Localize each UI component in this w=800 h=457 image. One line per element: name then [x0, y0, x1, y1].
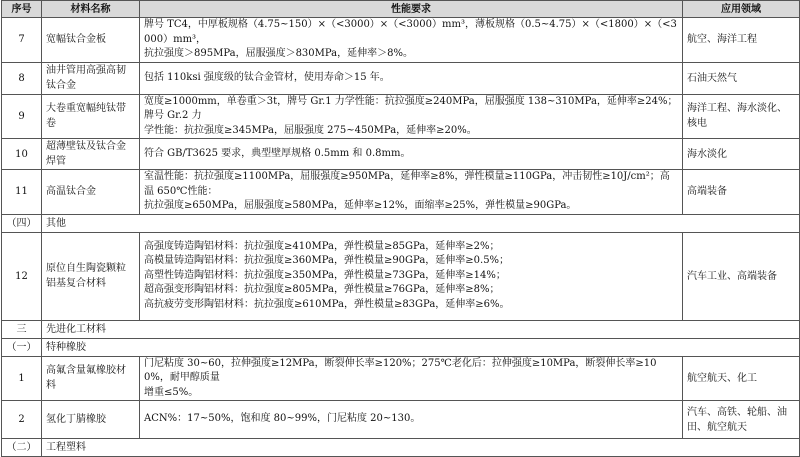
req-line: 抗拉强度＞895MPa，屈服强度＞830MPa，延伸率＞8%。 [144, 48, 413, 59]
table-row [2, 232, 800, 320]
header-row [2, 1, 800, 18]
row-app: 海水淡化 [683, 139, 800, 170]
table-row [2, 139, 800, 170]
section-title: 其他 [42, 214, 800, 232]
table-row [2, 62, 800, 94]
materials-table [1, 0, 800, 457]
req-line: 学性能：抗拉强度≥345MPa，屈服强度 275~450MPa，延伸率≥20%。 [144, 124, 477, 136]
req-line: 室温性能：抗拉强度≥1100MPa，屈服强度≥950MPa，延伸率≥8%，弹性模量≥110GPa，冲击韧性≥10J/cm²；高温 650℃性能： [144, 171, 670, 197]
row-req [140, 62, 683, 94]
req-line: 牌号 TC4，中厚板规格（4.75~150）×（<3000）×（<3000）mm³，薄板规格（0.5~4.75）×（<1800）×（<3000）mm³， [144, 19, 677, 45]
row-app: 航空、海洋工程 [683, 18, 800, 63]
section-row [2, 214, 800, 232]
row-name: 高温钛合金 [42, 170, 140, 215]
section-no: （一） [2, 338, 42, 356]
table-row [2, 356, 800, 401]
req-line: ACN%：17~50%，饱和度 80~99%，门尼粘度 20~130。 [144, 413, 421, 425]
row-name: 油井管用高强高韧钛合金 [42, 62, 140, 94]
row-name: 氢化丁腈橡胶 [42, 401, 140, 439]
row-app: 汽车工业、高端装备 [683, 232, 800, 320]
row-req [140, 356, 683, 401]
section-row [2, 338, 800, 356]
req-line: 宽度≥1000mm，单卷重＞3t，牌号 Gr.1 力学性能：抗拉强度≥240MPa，屈服强度 138~310MPa，延伸率≥24%；牌号 Gr.2 力 [144, 95, 678, 121]
header-no: 序号 [2, 1, 42, 18]
row-no: 12 [2, 232, 42, 320]
req-line: 高模量铸造陶铝材料：抗拉强度≥360MPa，弹性模量≥90GPa，延伸率≥0.5%； [144, 255, 510, 267]
row-name: 宽幅钛合金板 [42, 18, 140, 63]
row-no: 8 [2, 62, 42, 94]
req-line: 高抗疲劳变形陶铝材料：抗拉强度≥610MPa，弹性模量≥83GPa，延伸率≥6%。 [144, 298, 510, 310]
header-name: 材料名称 [42, 1, 140, 18]
req-line: 抗拉强度≥650MPa，屈服强度≥580MPa，延伸率≥12%，面缩率≥25%，弹性模量≥90GPa。 [144, 200, 577, 211]
header-app: 应用领域 [683, 1, 800, 18]
req-line: 增重≤5%。 [144, 386, 199, 398]
row-req [140, 18, 683, 63]
row-req [140, 139, 683, 170]
req-line: 门尼粘度 30~60，拉伸强度≥12MPa，断裂伸长率≥120%；275℃老化后：拉伸强度≥10MPa，断裂伸长率≥100%，耐甲醇质量 [144, 357, 657, 383]
section-no: （二） [2, 439, 42, 457]
row-req [140, 401, 683, 439]
section-row [2, 320, 800, 338]
table-row [2, 170, 800, 215]
row-no: 2 [2, 401, 42, 439]
row-name: 原位自生陶瓷颗粒铝基复合材料 [42, 232, 140, 320]
row-no: 1 [2, 356, 42, 401]
table-row [2, 18, 800, 63]
section-title: 先进化工材料 [42, 320, 800, 338]
req-line: 超高强变形陶铝材料：抗拉强度≥805MPa，弹性模量≥76GPa，延伸率≥8%； [144, 284, 500, 296]
row-req [140, 94, 683, 139]
req-line: 包括 110ksi 强度级的钛合金管材，使用寿命＞15 年。 [144, 71, 390, 83]
row-name: 大卷重宽幅纯钛带卷 [42, 94, 140, 139]
section-row [2, 439, 800, 457]
row-name: 超薄壁钛及钛合金焊管 [42, 139, 140, 170]
header-req: 性能要求 [140, 1, 683, 18]
table-row [2, 401, 800, 439]
row-app: 高端装备 [683, 170, 800, 215]
row-name: 高氟含量氟橡胶材料 [42, 356, 140, 401]
section-title: 工程塑料 [42, 439, 800, 457]
req-line: 符合 GB/T3625 要求，典型壁厚规格 0.5mm 和 0.8mm。 [144, 147, 411, 159]
section-no: （四） [2, 214, 42, 232]
row-no: 7 [2, 18, 42, 63]
req-line: 高塑性铸造陶铝材料：抗拉强度≥350MPa，弹性模量≥73GPa，延伸率≥14%； [144, 269, 506, 281]
row-app: 海洋工程、海水淡化、核电 [683, 94, 800, 139]
row-no: 9 [2, 94, 42, 139]
row-req [140, 170, 683, 215]
row-app: 航空航天、化工 [683, 356, 800, 401]
row-app: 石油天然气 [683, 62, 800, 94]
section-no: 三 [2, 320, 42, 338]
req-line: 高强度铸造陶铝材料：抗拉强度≥410MPa，弹性模量≥85GPa，延伸率≥2%； [144, 240, 500, 252]
row-app: 汽车、高铁、轮船、油田、航空航天 [683, 401, 800, 439]
row-req [140, 232, 683, 320]
row-no: 11 [2, 170, 42, 215]
table-row [2, 94, 800, 139]
row-no: 10 [2, 139, 42, 170]
section-title: 特种橡胶 [42, 338, 800, 356]
